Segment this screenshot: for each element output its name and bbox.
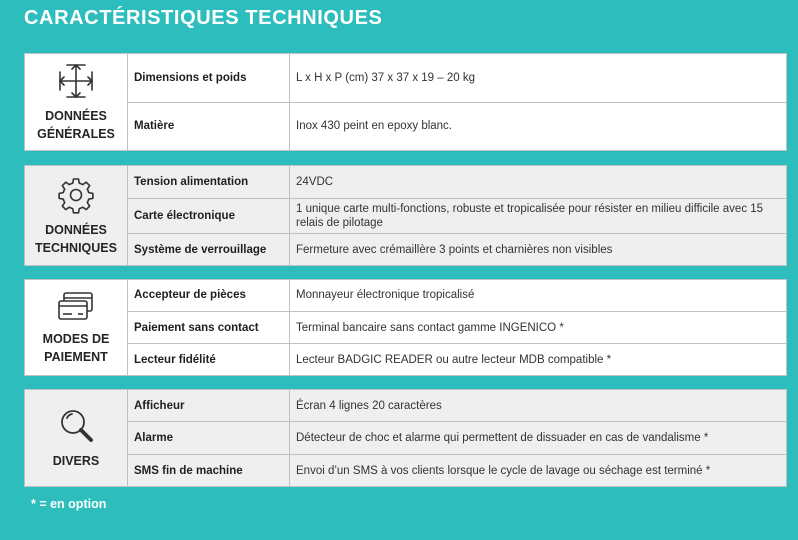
- row-value: Fermeture avec crémaillère 3 points et charnières non visibles: [296, 243, 613, 256]
- row-label: Tension alimentation: [128, 166, 290, 198]
- group-donnees-techniques: [24, 165, 787, 266]
- gear-icon: [56, 175, 96, 215]
- table-row: [128, 422, 786, 455]
- page-title: CARACTÉRISTIQUES TECHNIQUES: [24, 7, 383, 29]
- category-label: MODES DE PAIEMENT: [42, 331, 110, 364]
- table-row: [128, 234, 786, 265]
- row-label: Alarme: [128, 422, 290, 454]
- category-cell: [25, 166, 128, 265]
- row-value: Détecteur de choc et alarme qui permettent de dissuader en cas de vandalisme *: [296, 432, 709, 444]
- category-cell: [25, 280, 128, 375]
- row-label: Accepteur de pièces: [128, 280, 290, 311]
- category-label: DONNÉES TECHNIQUES: [35, 222, 117, 255]
- row-value: Terminal bancaire sans contact gamme INGENICO *: [296, 321, 564, 334]
- table-row: [128, 54, 786, 103]
- table-row: [128, 166, 786, 199]
- option-footnote: * = en option: [31, 497, 107, 511]
- row-value: 24VDC: [296, 176, 334, 188]
- row-label: Afficheur: [128, 390, 290, 421]
- table-row: [128, 390, 786, 422]
- row-label: Lecteur fidélité: [128, 344, 290, 375]
- table-row: [128, 199, 786, 234]
- row-label: Paiement sans contact: [128, 312, 290, 344]
- row-value: Inox 430 peint en epoxy blanc.: [296, 120, 453, 133]
- row-value: Écran 4 lignes 20 caractères: [296, 399, 442, 412]
- table-row: [128, 280, 786, 312]
- group-modes-de-paiement: [24, 279, 787, 376]
- row-value: Lecteur BADGIC READER ou autre lecteur MDB compatible *: [296, 353, 612, 366]
- row-label: Système de verrouillage: [128, 234, 290, 265]
- group-divers: [24, 389, 787, 487]
- payment-cards-icon: [56, 290, 96, 324]
- table-row: [128, 455, 786, 486]
- row-label: Dimensions et poids: [128, 54, 290, 102]
- row-label: Carte électronique: [128, 199, 290, 233]
- category-cell: [25, 54, 128, 150]
- group-donnees-generales: [24, 53, 787, 151]
- category-label: DIVERS: [52, 454, 100, 468]
- row-value: 1 unique carte multi-fonctions, robuste et tropicalisée pour résister en milieu difficile avec 15 relais de pilotage: [296, 203, 764, 229]
- row-value: L x H x P (cm) 37 x 37 x 19 – 20 kg: [296, 71, 475, 84]
- row-label: SMS fin de machine: [128, 455, 290, 486]
- move-arrows-icon: [56, 61, 96, 101]
- category-label: DONNÉES GÉNÉRALES: [37, 109, 115, 141]
- magnifier-icon: [56, 406, 96, 446]
- row-label: Matière: [128, 103, 290, 151]
- table-row: [128, 312, 786, 345]
- table-row: [128, 103, 786, 151]
- row-value: Monnayeur électronique tropicalisé: [296, 289, 475, 302]
- table-row: [128, 344, 786, 375]
- category-cell: [25, 390, 128, 486]
- row-value: Envoi d’un SMS à vos clients lorsque le cycle de lavage ou séchage est terminé *: [296, 464, 711, 477]
